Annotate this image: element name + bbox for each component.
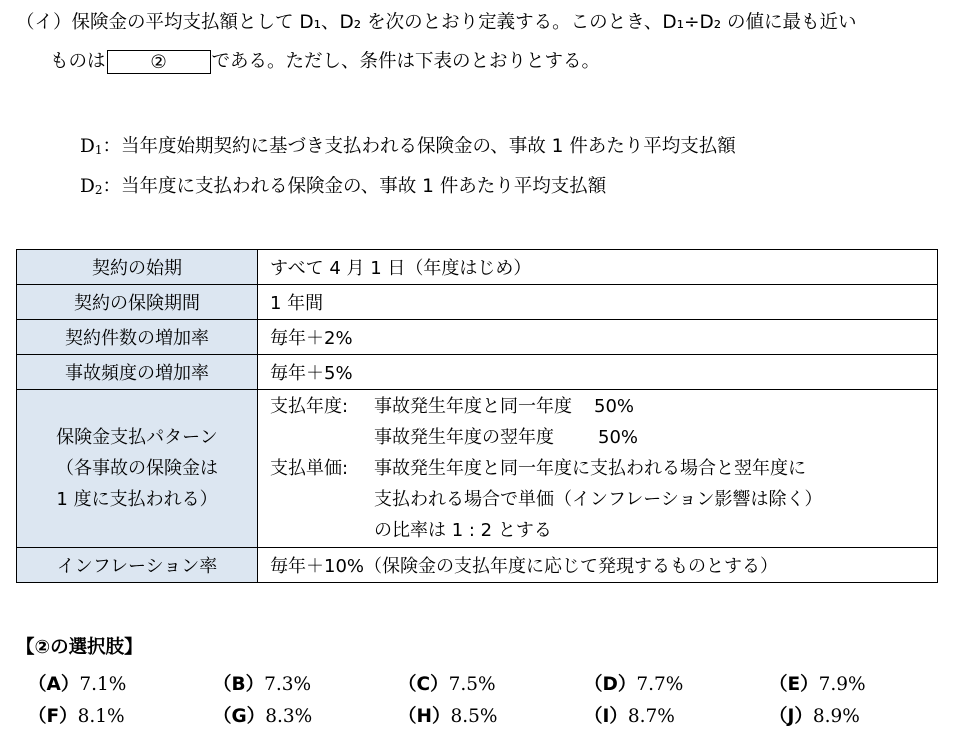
payment-unit-line-3: の比率は 1 : 2 とする <box>374 520 552 541</box>
choice-letter: （J） <box>769 706 813 727</box>
payment-year-pct-1: 50% <box>594 396 635 417</box>
payment-year-line-1 <box>374 391 937 422</box>
choice-c <box>398 670 496 696</box>
table-row <box>17 355 938 390</box>
d2-symbol: D <box>80 176 95 197</box>
choice-value: 7.5% <box>448 674 496 695</box>
question-text-2-pre: ものは <box>50 51 106 72</box>
choice-letter: （H） <box>398 706 451 727</box>
table-row-payment-pattern <box>17 390 938 548</box>
row-value: すべて 4 月 1 日（年度はじめ） <box>258 250 938 285</box>
definition-d2 <box>80 176 606 198</box>
payment-year-key: 支払年度: <box>270 396 349 417</box>
conditions-table <box>16 249 938 583</box>
payment-year-pct-2: 50% <box>598 427 639 448</box>
choice-h <box>398 702 497 728</box>
row-label: インフレーション率 <box>17 548 258 583</box>
choice-letter: （C） <box>398 674 449 695</box>
payment-details <box>270 390 937 547</box>
question-line-2 <box>50 50 600 74</box>
choice-b <box>213 670 311 696</box>
answer-blank-box: ② <box>107 50 211 74</box>
payment-year-line-2 <box>374 422 937 453</box>
row-value: 毎年＋10%（保険金の支払年度に応じて発現するものとする） <box>258 548 938 583</box>
table-row <box>17 320 938 355</box>
row-value: 毎年＋5% <box>258 355 938 390</box>
choice-value: 7.9% <box>818 674 866 695</box>
payment-unit-key: 支払単価: <box>270 458 349 479</box>
question-line-1 <box>16 12 857 34</box>
choice-value: 8.1% <box>77 706 125 727</box>
question-text-1: （イ）保険金の平均支払額として D₁、D₂ を次のとおり定義する。このとき、D₁÷D₂ の値に最も近い <box>16 12 857 33</box>
choice-value: 8.3% <box>265 706 313 727</box>
choice-a <box>28 670 126 696</box>
choice-e <box>769 670 866 696</box>
choice-value: 7.7% <box>636 674 684 695</box>
choice-letter: （I） <box>584 706 628 727</box>
choices-title: 【②の選択肢】 <box>16 637 143 658</box>
row-label: 契約件数の増加率 <box>17 320 258 355</box>
d2-text: ：当年度に支払われる保険金の、事故 1 件あたり平均支払額 <box>102 176 607 197</box>
choice-j <box>769 702 860 728</box>
choice-value: 8.7% <box>627 706 675 727</box>
choice-i <box>584 702 675 728</box>
d1-symbol: D <box>80 136 95 157</box>
payment-label-line-2: （各事故の保険金は <box>56 458 218 479</box>
payment-label-line-1: 保険金支払パターン <box>56 427 218 448</box>
table-row <box>17 548 938 583</box>
choice-letter: （B） <box>213 674 265 695</box>
row-value: 毎年＋2% <box>258 320 938 355</box>
choice-letter: （E） <box>769 674 819 695</box>
choice-letter: （D） <box>584 674 637 695</box>
definition-d1 <box>80 136 736 158</box>
payment-unit-line-1: 事故発生年度と同一年度に支払われる場合と翌年度に <box>374 458 806 479</box>
payment-pattern-value <box>258 390 938 548</box>
choice-d <box>584 670 683 696</box>
choice-f <box>28 702 125 728</box>
table-row <box>17 285 938 320</box>
row-value: 1 年間 <box>258 285 938 320</box>
choice-letter: （F） <box>28 706 78 727</box>
payment-label-line-3: 1 度に支払われる） <box>56 489 218 510</box>
choice-letter: （A） <box>28 674 80 695</box>
payment-unit-line-2: 支払われる場合で単価（インフレーション影響は除く） <box>374 489 823 510</box>
payment-label-lines <box>17 420 257 517</box>
row-label: 事故頻度の増加率 <box>17 355 258 390</box>
row-label: 契約の始期 <box>17 250 258 285</box>
choice-value: 8.5% <box>450 706 498 727</box>
row-label: 契約の保険期間 <box>17 285 258 320</box>
choice-value: 8.9% <box>812 706 860 727</box>
choice-g <box>213 702 312 728</box>
question-text-2-post: である。ただし、条件は下表のとおりとする。 <box>211 51 601 72</box>
payment-pattern-label <box>17 390 258 548</box>
choice-letter: （G） <box>213 706 266 727</box>
d1-subscript: 1 <box>94 143 103 157</box>
payment-year-text-2: 事故発生年度の翌年度 <box>374 427 554 448</box>
choice-value: 7.1% <box>79 674 127 695</box>
d2-subscript: 2 <box>94 183 103 197</box>
table-row <box>17 250 938 285</box>
d1-text: ：当年度始期契約に基づき支払われる保険金の、事故 1 件あたり平均支払額 <box>102 136 736 157</box>
payment-year-text-1: 事故発生年度と同一年度 <box>374 396 572 417</box>
choice-value: 7.3% <box>264 674 312 695</box>
